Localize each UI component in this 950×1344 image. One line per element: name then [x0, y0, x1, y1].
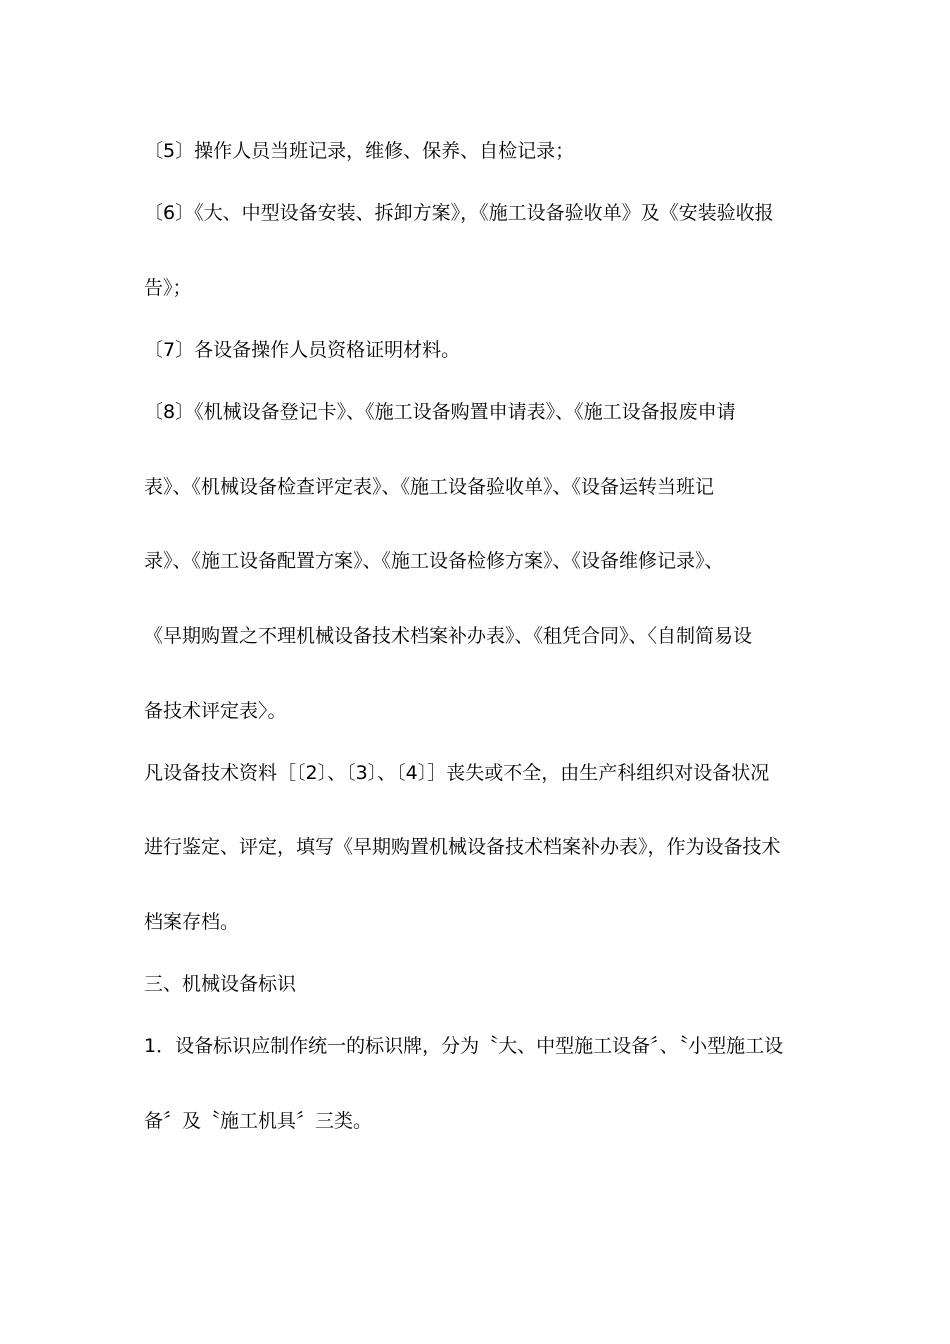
- text-line: 〔6〕《大、中型设备安装、拆卸方案》，《施工设备验收单》及《安装验收报: [144, 202, 774, 224]
- text-line: 备〞及〝施工机具〞三类。: [144, 1110, 373, 1132]
- text-line: 〔7〕各设备操作人员资格证明材料。: [144, 339, 461, 361]
- text-line: 进行鉴定、评定，填写《早期购置机械设备技术档案补办表》，作为设备技术: [144, 836, 781, 858]
- text-line: 1．设备标识应制作统一的标识牌，分为〝大、中型施工设备〞、〝小型施工设: [144, 1035, 784, 1057]
- text-line: 录》、《施工设备配置方案》、《施工设备检修方案》、《设备维修记录》、: [144, 550, 724, 572]
- section-heading: 三、机械设备标识: [144, 973, 297, 995]
- text-line: 告》；: [144, 277, 192, 299]
- text-line: 凡设备技术资料［〔2〕、〔3〕、〔4〕］丧失或不全，由生产科组织对设备状况: [144, 762, 770, 784]
- text-line: 备技术评定表〉。: [144, 700, 287, 722]
- text-line: 表》、《机械设备检查评定表》、《施工设备验收单》、《设备运转当班记: [144, 476, 715, 498]
- text-line: 《早期购置之不理机械设备技术档案补办表》、《租凭合同》、〈自制简易设: [144, 625, 753, 647]
- text-line: 档案存档。: [144, 911, 240, 933]
- text-line: 〔8〕《机械设备登记卡》、《施工设备购置申请表》、《施工设备报废申请: [144, 401, 736, 423]
- text-line: 〔5〕操作人员当班记录，维修、保养、自检记录；: [144, 140, 575, 162]
